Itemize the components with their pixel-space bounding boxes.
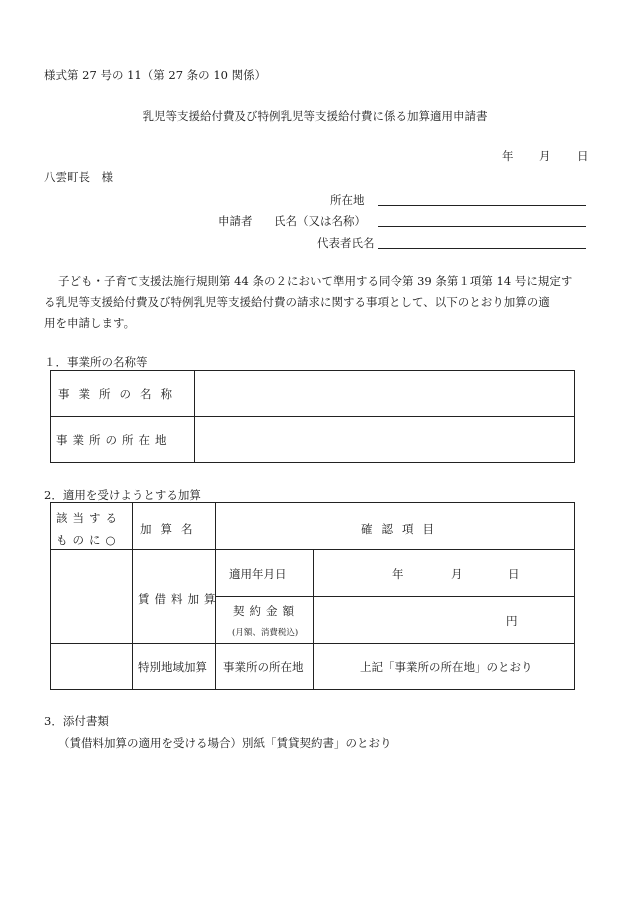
section2-heading: 2．適用を受けようとする加算 bbox=[44, 488, 201, 502]
date-year: 年 bbox=[502, 149, 514, 163]
date-day: 日 bbox=[577, 149, 589, 163]
attachment-text: （賃借料加算の適用を受ける場合）別紙「賃貸契約書」のとおり bbox=[58, 736, 392, 750]
rent-date-label: 適用年月日 bbox=[229, 567, 287, 581]
address-label: 所在地 bbox=[330, 193, 365, 207]
rent-amount-unit[interactable]: 円 bbox=[506, 614, 518, 628]
section3-heading: 3．添付書類 bbox=[44, 714, 109, 728]
date-month: 月 bbox=[539, 149, 551, 163]
rent-date-month[interactable]: 月 bbox=[451, 567, 463, 581]
special-applicable-cell[interactable] bbox=[51, 644, 131, 689]
name-label: 氏名（又は名称） bbox=[274, 214, 366, 228]
body-line-2: る乳児等支援給付費及び特例乳児等支援給付費の請求に関する事項として、以下のとおり加算の適 bbox=[44, 295, 550, 309]
rent-date-day[interactable]: 日 bbox=[508, 567, 520, 581]
representative-underline[interactable] bbox=[378, 248, 586, 249]
col-name-header: 加算名 bbox=[140, 522, 202, 536]
body-line-1: 子ども・子育て支援法施行規則第 44 条の２において準用する同令第 39 条第１項第 14 号に規定す bbox=[58, 274, 573, 288]
special-check-item: 事業所の所在地 bbox=[223, 660, 304, 674]
col-check-header: 確認項目 bbox=[361, 522, 443, 536]
name-underline[interactable] bbox=[378, 226, 586, 227]
special-check-value: 上記「事業所の所在地」のとおり bbox=[360, 660, 533, 674]
rent-addition-name: 賃借料加算 bbox=[138, 592, 221, 606]
special-addition-name: 特別地域加算 bbox=[138, 660, 207, 674]
body-line-3: 用を申請します。 bbox=[44, 316, 136, 330]
form-number: 様式第 27 号の 11（第 27 条の 10 関係） bbox=[44, 68, 267, 82]
rent-amount-label: 契約金額 bbox=[233, 604, 299, 618]
addressee: 八雲町長 様 bbox=[44, 170, 113, 184]
representative-label: 代表者氏名 bbox=[317, 236, 375, 250]
address-underline[interactable] bbox=[378, 205, 586, 206]
page-title: 乳児等支援給付費及び特例乳児等支援給付費に係る加算適用申請書 bbox=[142, 109, 488, 123]
rent-date-year[interactable]: 年 bbox=[392, 567, 404, 581]
col-applicable-line1: 該当する bbox=[56, 511, 122, 525]
rent-applicable-cell[interactable] bbox=[51, 550, 131, 643]
facility-address-label: 事業所の所在地 bbox=[56, 433, 172, 447]
rent-amount-note: (月額、消費税込) bbox=[232, 628, 299, 638]
col-applicable-line2: ものに○ bbox=[56, 533, 121, 547]
facility-name-label: 事業所の名称 bbox=[58, 387, 181, 401]
section1-heading: １．事業所の名称等 bbox=[44, 355, 148, 369]
applicant-label: 申請者 bbox=[218, 214, 253, 228]
